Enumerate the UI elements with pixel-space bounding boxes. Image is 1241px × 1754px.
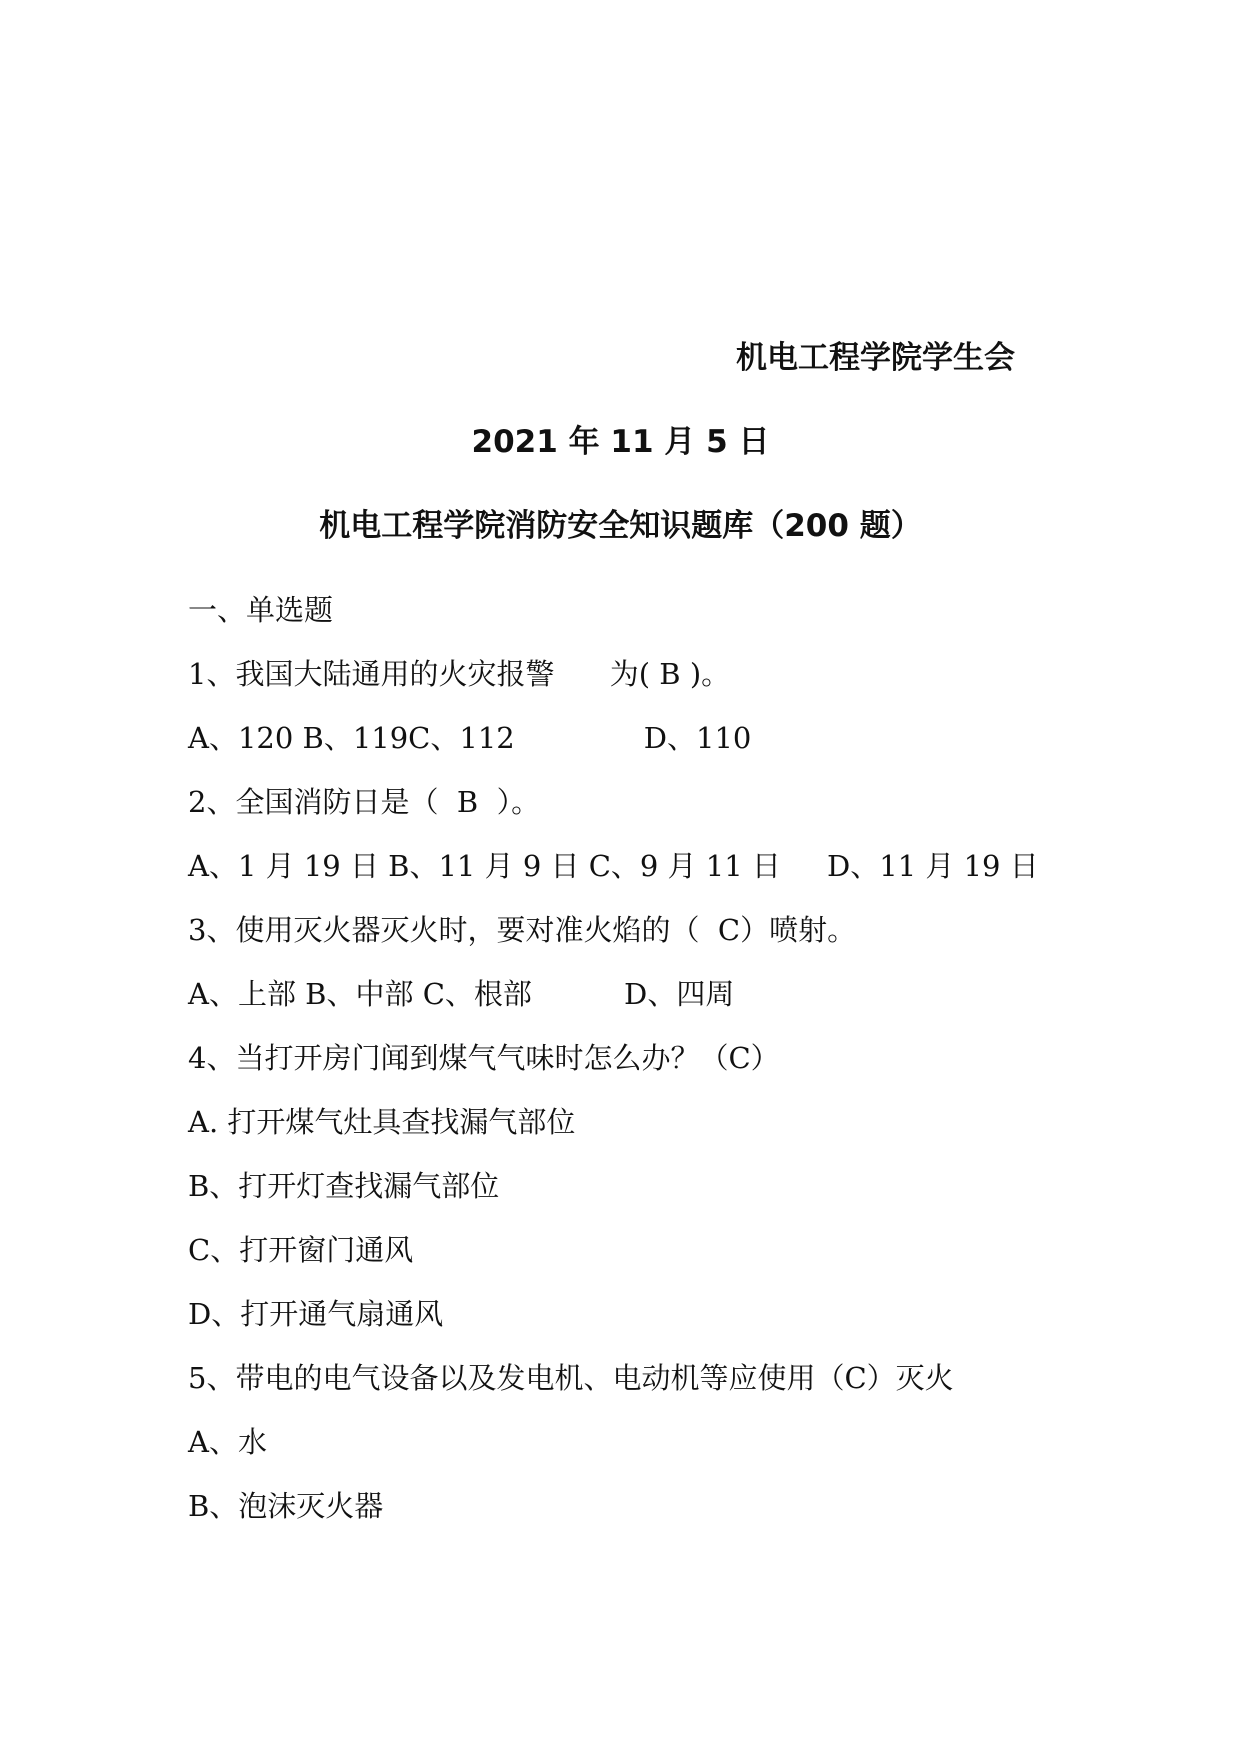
question-2: 2、全国消防日是（ B ）。 — [188, 785, 541, 819]
document-title: 机电工程学院消防安全知识题库（200 题） — [319, 508, 922, 544]
question-4-option-b: B、打开灯查找漏气部位 — [188, 1169, 500, 1203]
question-4-option-c: C、打开窗门通风 — [188, 1233, 414, 1267]
question-5-option-b: B、泡沫灭火器 — [188, 1489, 384, 1523]
question-3: 3、使用灭火器灭火时，要对准火焰的（ C）喷射。 — [188, 913, 857, 947]
organization-name: 机电工程学院学生会 — [736, 340, 1015, 376]
section-heading: 一、单选题 — [188, 593, 334, 627]
document-date: 2021 年 11 月 5 日 — [471, 424, 770, 460]
question-1-options: A、120 B、119C、112 D、110 — [188, 721, 752, 755]
question-5: 5、带电的电气设备以及发电机、电动机等应使用（C）灭火 — [188, 1361, 954, 1395]
question-4-option-d: D、打开通气扇通风 — [188, 1297, 444, 1331]
question-4: 4、当打开房门闻到煤气气味时怎么办？（C） — [188, 1041, 780, 1075]
question-4-option-a: A. 打开煤气灶具查找漏气部位 — [188, 1105, 576, 1139]
question-1: 1、我国大陆通用的火灾报警 为( B )。 — [188, 657, 731, 691]
question-3-options: A、上部 B、中部 C、根部 D、四周 — [188, 977, 735, 1011]
question-2-options: A、1 月 19 日 B、11 月 9 日 C、9 月 11 日 D、11 月 19 日 — [188, 849, 1039, 883]
question-5-option-a: A、水 — [188, 1425, 267, 1459]
